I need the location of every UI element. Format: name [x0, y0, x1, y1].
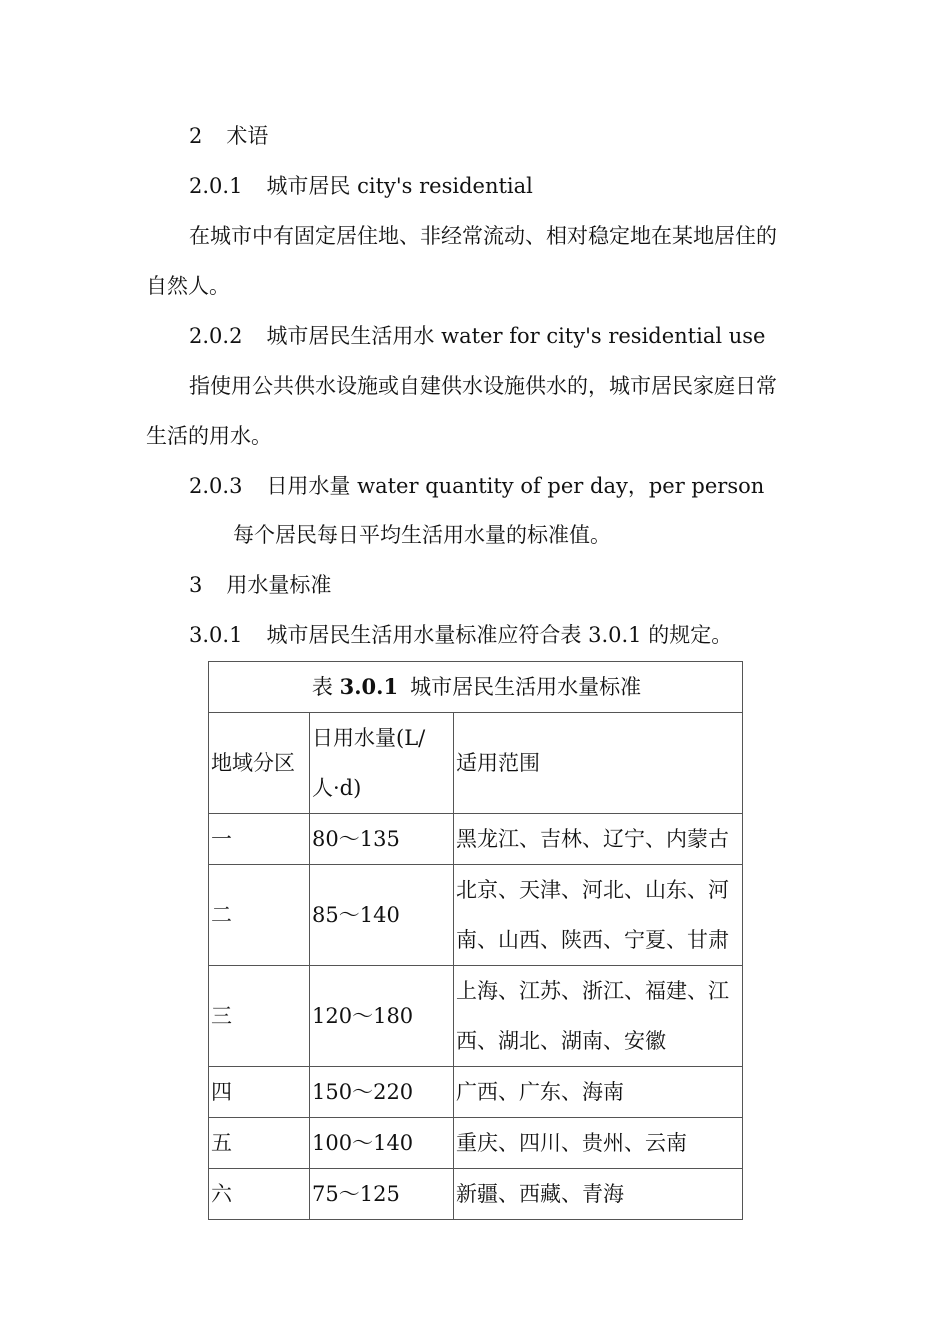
- table-number: 3.0.1: [339, 674, 399, 699]
- cell-scope: 北京、天津、河北、山东、河 南、山西、陕西、宁夏、甘肃: [454, 865, 743, 966]
- cell-region: 四: [209, 1067, 310, 1118]
- cell-volume: 120～180: [310, 966, 454, 1067]
- cell-volume: 150～220: [310, 1067, 454, 1118]
- cell-scope: 黑龙江、吉林、辽宁、内蒙古: [454, 814, 743, 865]
- term-number: 2.0.1: [189, 174, 243, 198]
- table-row: [209, 865, 743, 966]
- table-row: [209, 1067, 743, 1118]
- table-row: [209, 814, 743, 865]
- term-number: 2.0.2: [189, 324, 243, 348]
- table-title: 城市居民生活用水量标准: [410, 675, 642, 699]
- table-header-row: [209, 713, 743, 814]
- header-scope: 适用范围: [454, 713, 743, 814]
- term-title: 城市居民 city's residential: [266, 174, 533, 198]
- section-title: 用水量标准: [226, 573, 332, 597]
- water-standard-table-wrap: [208, 661, 741, 1220]
- header-region: 地域分区: [209, 713, 310, 814]
- table-row: [209, 966, 743, 1067]
- cell-region: 二: [209, 865, 310, 966]
- clause-number: 3.0.1: [189, 623, 243, 647]
- term-2-0-2-body-line1: 指使用公共供水设施或自建供水设施供水的，城市居民家庭日常: [189, 374, 777, 398]
- term-2-0-2-heading: [189, 321, 765, 351]
- section-title: 术语: [226, 124, 269, 148]
- term-title: 日用水量 water quantity of per day，per person: [266, 474, 765, 498]
- clause-3-0-1: [189, 620, 732, 650]
- term-2-0-3-body: 每个居民每日平均生活用水量的标准值。: [233, 523, 611, 547]
- table-caption: 表 3.0.1 城市居民生活用水量标准: [209, 662, 743, 713]
- cell-volume: 100～140: [310, 1118, 454, 1169]
- cell-region: 三: [209, 966, 310, 1067]
- cell-volume: 85～140: [310, 865, 454, 966]
- term-2-0-2-body-line2: 生活的用水。: [146, 424, 272, 448]
- term-2-0-1-body-line1: 在城市中有固定居住地、非经常流动、相对稳定地在某地居住的: [189, 224, 777, 248]
- term-2-0-3-heading: [189, 471, 764, 501]
- term-number: 2.0.3: [189, 474, 243, 498]
- cell-scope: 新疆、西藏、青海: [454, 1169, 743, 1220]
- term-2-0-1-body-line2: 自然人。: [146, 274, 230, 298]
- cell-region: 一: [209, 814, 310, 865]
- term-title: 城市居民生活用水 water for city's residential use: [266, 324, 766, 348]
- table-row: [209, 1169, 743, 1220]
- section-number: 2: [189, 124, 203, 148]
- cell-region: 六: [209, 1169, 310, 1220]
- cell-region: 五: [209, 1118, 310, 1169]
- section-number: 3: [189, 573, 203, 597]
- table-row: [209, 1118, 743, 1169]
- section-2-heading: [189, 121, 268, 151]
- cell-scope: 重庆、四川、贵州、云南: [454, 1118, 743, 1169]
- cell-volume: 80～135: [310, 814, 454, 865]
- section-3-heading: [189, 570, 331, 600]
- term-2-0-1-heading: [189, 171, 533, 201]
- cell-volume: 75～125: [310, 1169, 454, 1220]
- header-volume: 日用水量(L/ 人·d): [310, 713, 454, 814]
- cell-scope: 广西、广东、海南: [454, 1067, 743, 1118]
- clause-text: 城市居民生活用水量标准应符合表 3.0.1 的规定。: [266, 623, 733, 647]
- cell-scope: 上海、江苏、浙江、福建、江 西、湖北、湖南、安徽: [454, 966, 743, 1067]
- water-standard-table: [208, 661, 743, 1220]
